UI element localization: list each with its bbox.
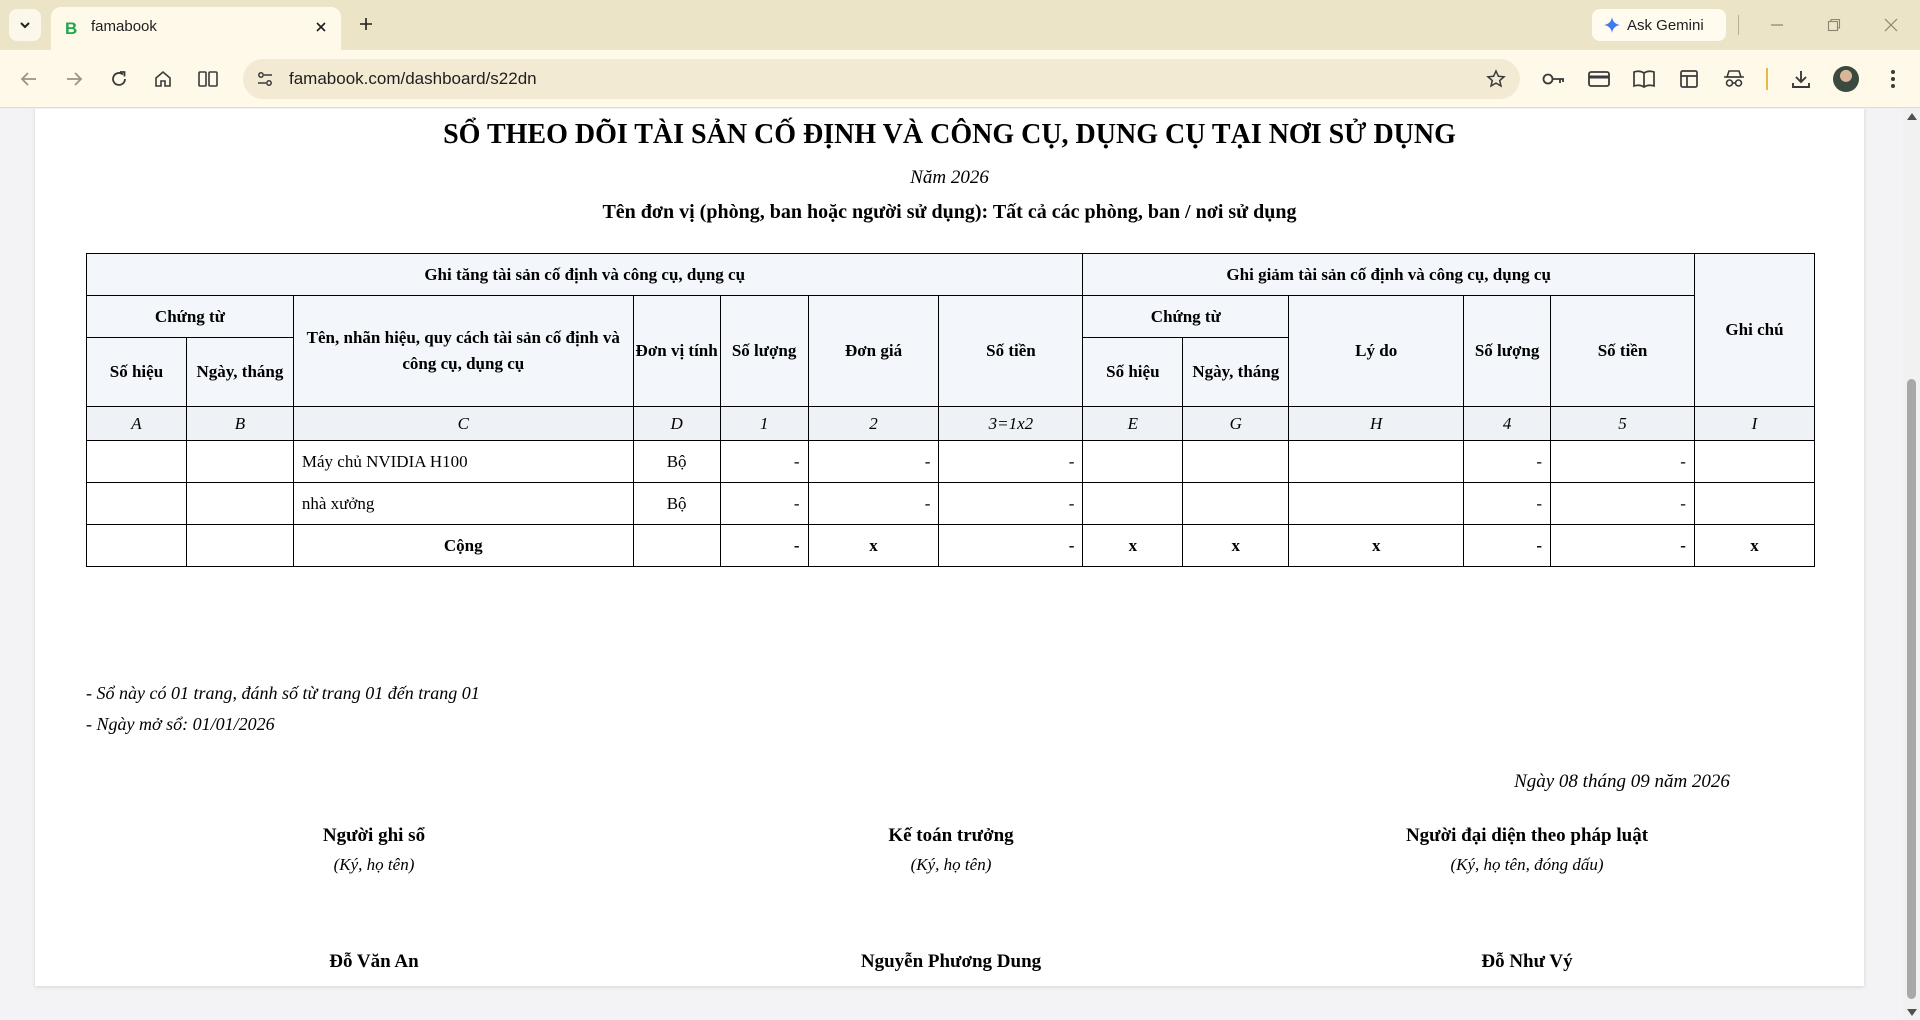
total-cell: - [1551, 525, 1695, 567]
password-manager-button[interactable] [1541, 66, 1567, 92]
tab-close-button[interactable] [309, 15, 333, 39]
header-voucher-increase: Chứng từ [87, 296, 294, 338]
url-text: famabook.com/dashboard/s22dn [289, 69, 537, 88]
open-date-note: - Ngày mở sổ: 01/01/2026 [86, 714, 275, 734]
header-quantity-increase: Số lượng [720, 296, 808, 407]
active-tab[interactable] [51, 7, 341, 50]
column-code: H [1289, 407, 1464, 441]
cell-asset-name: nhà xưởng [293, 483, 633, 525]
kebab-menu-icon [1890, 69, 1896, 89]
downloads-button[interactable] [1788, 66, 1814, 92]
page-viewport [0, 109, 1903, 1020]
total-cell [87, 525, 187, 567]
tab-title: famabook [91, 18, 157, 35]
header-decrease-group: Ghi giảm tài sản cố định và công cụ, dụng cụ [1083, 254, 1695, 296]
total-cell: x [1183, 525, 1289, 567]
table-view-button[interactable] [1676, 66, 1702, 92]
accountant-note: (Ký, họ tên) [910, 855, 992, 874]
total-cell: x [1083, 525, 1183, 567]
page-count-note: - Sổ này có 01 trang, đánh số từ trang 01 đến trang 01 [86, 683, 480, 703]
tabstrip-divider [1738, 15, 1739, 35]
back-button[interactable] [14, 64, 44, 94]
column-code: D [633, 407, 720, 441]
legal-rep-name: Đỗ Như Vý [1481, 951, 1573, 972]
column-code: B [186, 407, 293, 441]
tab-strip [0, 0, 1920, 50]
cell-unit-price: - [808, 483, 939, 525]
total-cell: - [1464, 525, 1551, 567]
recorder-note: (Ký, họ tên) [333, 855, 415, 874]
plus-icon [359, 17, 373, 31]
column-code: I [1694, 407, 1814, 441]
header-voucher-date-decrease: Ngày, tháng [1183, 338, 1289, 407]
cell-decrease-amount: - [1551, 483, 1695, 525]
favicon-icon: B [65, 19, 78, 38]
accountant-signature-block [731, 825, 1171, 875]
column-code: 2 [808, 407, 939, 441]
header-voucher-no-decrease: Số hiệu [1083, 338, 1183, 407]
header-note: Ghi chú [1694, 254, 1814, 407]
window-close-button[interactable] [1876, 10, 1906, 40]
ask-gemini-label: Ask Gemini [1627, 16, 1704, 34]
new-tab-button[interactable] [352, 10, 380, 38]
column-code: A [87, 407, 187, 441]
forward-button[interactable] [59, 64, 89, 94]
cell-voucher-no [87, 483, 187, 525]
header-unit: Đơn vị tính [633, 296, 720, 407]
download-icon [1791, 69, 1811, 89]
restore-icon [1827, 18, 1841, 32]
cell-voucher-date [186, 441, 293, 483]
payment-methods-button[interactable] [1586, 66, 1612, 92]
total-cell: - [720, 525, 808, 567]
split-view-button[interactable] [193, 64, 223, 94]
cell-decrease-voucher-no [1083, 441, 1183, 483]
cell-asset-name: Máy chủ NVIDIA H100 [293, 441, 633, 483]
star-icon [1486, 69, 1506, 89]
cell-decrease-quantity: - [1464, 441, 1551, 483]
cell-voucher-date [186, 483, 293, 525]
column-code: 5 [1551, 407, 1695, 441]
toolbar-divider [1766, 68, 1768, 90]
site-info-icon [256, 70, 274, 88]
total-cell: - [939, 525, 1083, 567]
total-cell [633, 525, 720, 567]
browser-toolbar [0, 50, 1920, 108]
header-asset-name: Tên, nhãn hiệu, quy cách tài sản cố định và công cụ, dụng cụ [293, 296, 633, 407]
total-row [87, 525, 1815, 567]
cell-amount: - [939, 483, 1083, 525]
reload-icon [110, 70, 128, 88]
recorder-signature-block [154, 825, 594, 875]
profile-avatar[interactable] [1833, 66, 1859, 92]
close-icon [1884, 18, 1898, 32]
back-icon [20, 70, 38, 88]
column-code: G [1183, 407, 1289, 441]
table-icon [1679, 69, 1699, 89]
cell-decrease-voucher-no [1083, 483, 1183, 525]
header-reason: Lý do [1289, 296, 1464, 407]
table-row [87, 483, 1815, 525]
address-bar[interactable] [243, 59, 1520, 99]
cell-amount: - [939, 441, 1083, 483]
scroll-up-arrow[interactable] [1907, 113, 1917, 120]
cell-decrease-voucher-date [1183, 483, 1289, 525]
total-cell [186, 525, 293, 567]
ask-gemini-button[interactable] [1592, 9, 1726, 41]
home-button[interactable] [148, 64, 178, 94]
recorder-name: Đỗ Văn An [329, 951, 419, 972]
tab-list-button[interactable] [9, 9, 41, 41]
total-label: Cộng [293, 525, 633, 567]
column-code: 3=1x2 [939, 407, 1083, 441]
cell-decrease-voucher-date [1183, 441, 1289, 483]
split-view-icon [198, 70, 218, 88]
column-code-row [87, 407, 1815, 441]
minimize-button[interactable] [1762, 10, 1792, 40]
table-row [87, 441, 1815, 483]
forward-icon [65, 70, 83, 88]
cell-note [1694, 441, 1814, 483]
header-voucher-no-increase: Số hiệu [87, 338, 187, 407]
legal-rep-title: Người đại diện theo pháp luật [1405, 825, 1649, 846]
cell-decrease-quantity: - [1464, 483, 1551, 525]
header-increase-group: Ghi tăng tài sản cố định và công cụ, dụng cụ [87, 254, 1083, 296]
cell-quantity: - [720, 441, 808, 483]
home-icon [154, 70, 172, 88]
restore-button[interactable] [1819, 10, 1849, 40]
accountant-title: Kế toán trưởng [888, 825, 1014, 846]
total-cell: x [808, 525, 939, 567]
signature-date: Ngày 08 tháng 09 năm 2026 [1514, 771, 1730, 792]
total-cell: x [1289, 525, 1464, 567]
legal-rep-note: (Ký, họ tên, đóng dấu) [1450, 855, 1604, 874]
tab-list-icon [18, 18, 32, 32]
cell-unit: Bộ [633, 483, 720, 525]
bookmark-button[interactable] [1484, 67, 1508, 91]
payment-card-icon [1588, 70, 1610, 88]
document-title: SỔ THEO DÕI TÀI SẢN CỐ ĐỊNH VÀ CÔNG CỤ, DỤNG CỤ TẠI NƠI SỬ DỤNG [443, 119, 1456, 150]
minimize-icon [1770, 18, 1784, 32]
header-quantity-decrease: Số lượng [1464, 296, 1551, 407]
document-year: Năm 2026 [910, 167, 989, 188]
browser-menu-button[interactable] [1880, 66, 1906, 92]
reading-mode-button[interactable] [1631, 66, 1657, 92]
header-unit-price: Đơn giá [808, 296, 939, 407]
cell-decrease-amount: - [1551, 441, 1695, 483]
cell-quantity: - [720, 483, 808, 525]
legal-rep-signature-block [1307, 825, 1747, 875]
close-icon [315, 21, 327, 33]
cell-voucher-no [87, 441, 187, 483]
accountant-name: Nguyễn Phương Dung [860, 951, 1042, 972]
cell-reason [1289, 441, 1464, 483]
asset-ledger-table [86, 253, 1815, 567]
column-code: E [1083, 407, 1183, 441]
password-key-icon [1542, 69, 1566, 89]
header-voucher-decrease: Chứng từ [1083, 296, 1289, 338]
header-amount-increase: Số tiền [939, 296, 1083, 407]
site-info-button[interactable] [253, 67, 277, 91]
column-code: C [293, 407, 633, 441]
recorder-title: Người ghi sổ [322, 825, 426, 846]
reload-button[interactable] [104, 64, 134, 94]
scroll-thumb[interactable] [1907, 379, 1916, 999]
header-voucher-date-increase: Ngày, tháng [186, 338, 293, 407]
incognito-icon [1723, 69, 1745, 89]
cell-unit-price: - [808, 441, 939, 483]
cell-reason [1289, 483, 1464, 525]
header-amount-decrease: Số tiền [1551, 296, 1695, 407]
column-code: 4 [1464, 407, 1551, 441]
column-code: 1 [720, 407, 808, 441]
total-cell: x [1694, 525, 1814, 567]
page-scrollbar[interactable] [1903, 109, 1920, 1020]
gemini-spark-icon [1604, 17, 1620, 33]
reading-mode-icon [1632, 69, 1656, 89]
ledger-document [35, 109, 1864, 986]
cell-unit: Bộ [633, 441, 720, 483]
incognito-button[interactable] [1721, 66, 1747, 92]
cell-note [1694, 483, 1814, 525]
document-unit-line: Tên đơn vị (phòng, ban hoặc người sử dụng): Tất cả các phòng, ban / nơi sử dụng [602, 201, 1297, 223]
scroll-down-arrow[interactable] [1907, 1009, 1917, 1016]
